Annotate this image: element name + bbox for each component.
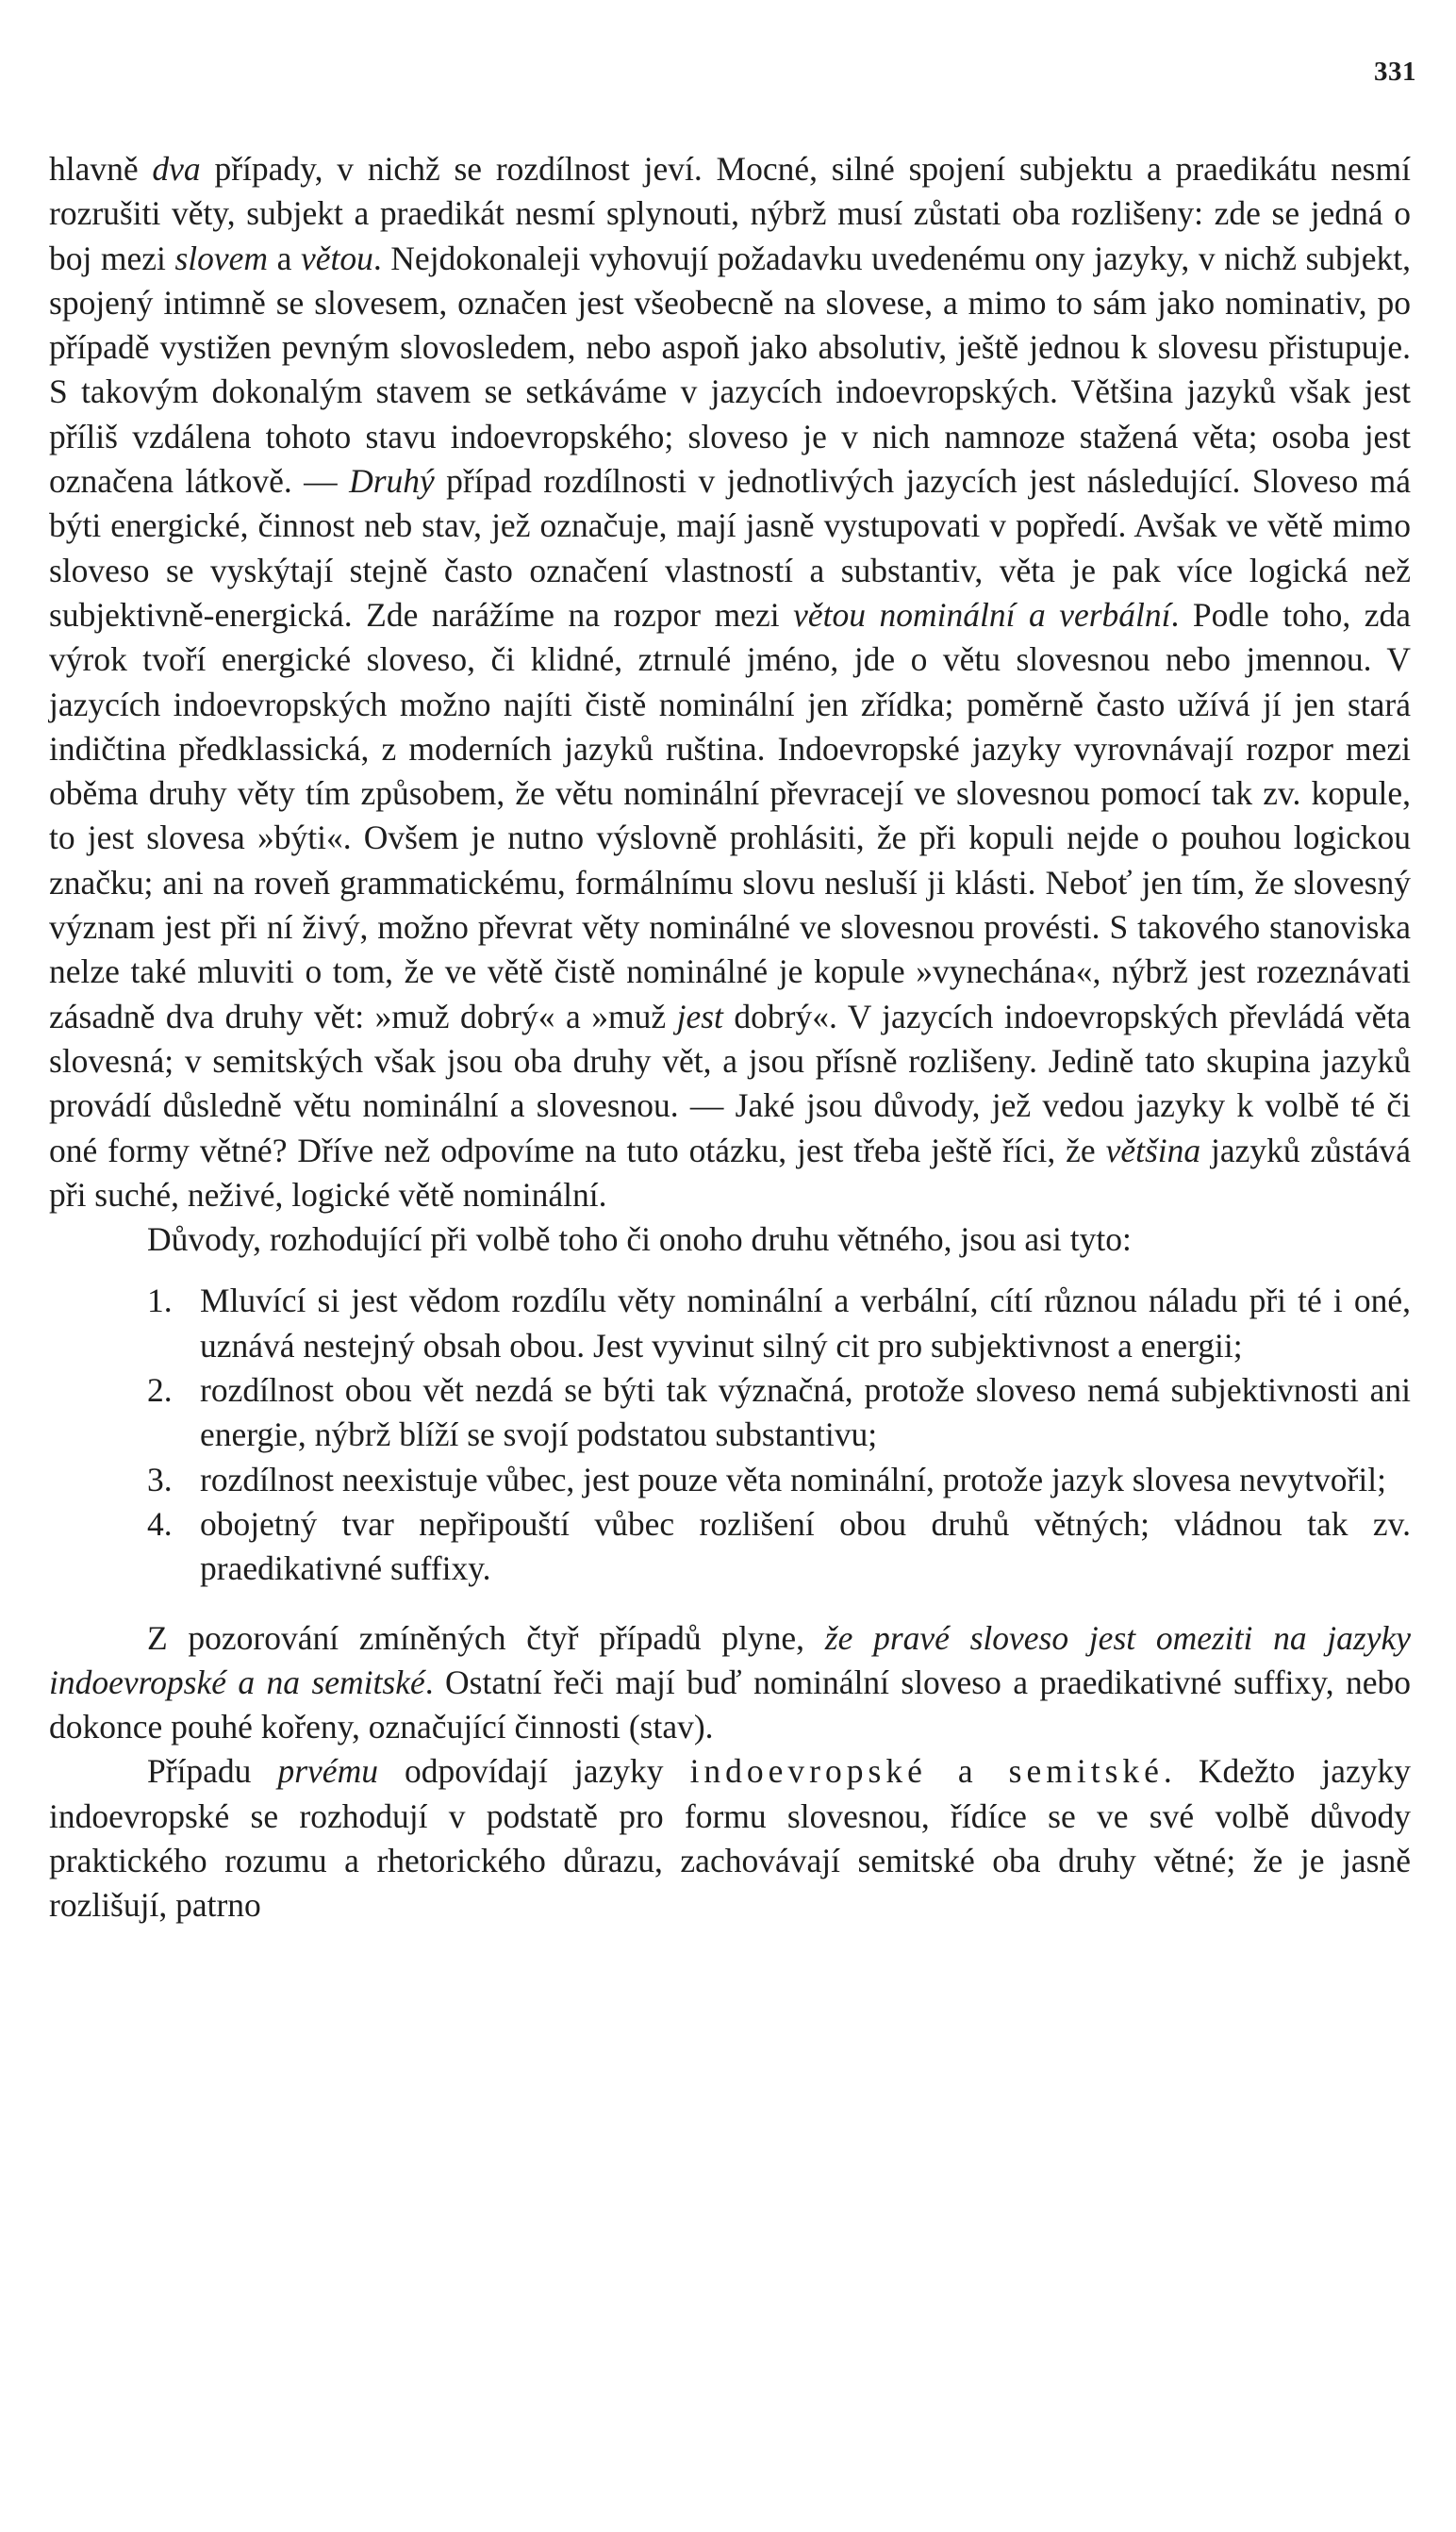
paragraph-3: Z pozorování zmíněných čtyř případů plyne, že pravé sloveso jest omeziti na jazyky indoevropské a na semitské. Ostatní řeči mají buď nominální sloveso a praedikativné suffixy, nebo dokonce pouhé kořeny, označující činnosti (stav). [49,1618,1412,1746]
emphasis-prave-sloveso: že pravé sloveso jest omeziti na jazyky indoevropské a na semitské [49,1618,1411,1701]
list-item-text: rozdílnost neexistuje vůbec, jest pouze věta nominální, protože jazyk slovesa nevytvořil; [200,1460,1386,1498]
list-item [49,1279,1411,1368]
emphasis-veta-nominalni-verbalni: větou nominální a verbální [793,595,1171,634]
list-item-text: rozdílnost obou vět nezdá se býti tak význačná, protože sloveso nemá subjektivnosti ani energie, nýbrž blíží se svojí podstatou substantivu; [200,1371,1411,1454]
list-item-number: 3. [147,1460,173,1498]
emphasis-jest: jest [676,997,723,1035]
list-item [49,1458,1411,1502]
list-item [49,1502,1411,1592]
emphasis-dva: dva [152,150,201,188]
list-item-number: 4. [147,1504,173,1543]
list-item-text: Mluvící si jest vědom rozdílu věty nominální a verbální, cítí různou náladu při té i oné, uznává nestejný obsah obou. Jest vyvinut silný cit pro subjektivnost a energii; [200,1282,1411,1365]
paragraph-1: hlavně dva případy, v nichž se rozdílnost jeví. Mocné, silné spojení subjektu a praedikátu nesmí rozrušiti věty, subjekt a praedikát nesmí splynouti, nýbrž musí zůstati oba rozlišeny: zde se jedná o boj mezi slovem a větou. Nejdokonaleji vyhovují požadavku uvedenému ony jazyky, v nichž subjekt, spojený intimně se slovesem, označen jest všeobecně na slovese, a mimo to sám jako nominativ, po případě vystižen pevným slovosledem, nebo aspoň jako absolutiv, ještě jednou k slovesu přistupuje. S takovým dokonalým stavem se setkáváme v jazycích indoevropských. Většina jazyků však jest příliš vzdálena tohoto stavu indoevropského; sloveso je v nich namnoze stažená věta; osoba jest označena látkově. — Druhý případ rozdílnosti v jednotlivých jazycích jest následující. Sloveso má býti energické, činnost neb stav, jež označuje, mají jasně vystupovati v popředí. Avšak ve větě mimo sloveso se vyskýtají stejně často označení vlastností a substantiv, věta je pak více logická než subjektivně-energická. Zde narážíme na rozpor mezi větou nominální a verbální. Podle toho, zda výrok tvoří energické sloveso, či klidné, ztrnulé jméno, jde o větu slovesnou nebo jmennou. V jazycích indoevropských možno najíti čistě nominální jen zřídka; poměrně často užívá jí jen stará indičtina předklassická, z moderních jazyků ruština. Indoevropské jazyky vyrovnávají rozpor mezi oběma druhy věty tím způsobem, že větu nominální převracejí ve slovesnou pomocí tak zv. kopule, to jest slovesa »býti«. Ovšem je nutno výslovně prohlásiti, že při kopuli nejde o pouhou logickou značku; ani na roveň grammatickému, formálnímu slovu nesluší ji klásti. Neboť jen tím, že slovesný význam jest při ní živý, možno převrat věty nominálné ve slovesnou provésti. S takového stanoviska nelze také mluviti o tom, že ve větě čistě nominálné je kopule »vynechána«, nýbrž jest rozeznávati zásadně dva druhy vět: »muž dobrý« a »muž jest dobrý«. V jazycích indoevropských převládá věta slovesná; v semitských však jsou oba druhy vět, a jsou přísně rozlišeny. Jedině tato skupina jazyků provádí důsledně větu nominální a slovesnou. — Jaké jsou důvody, jež vedou jazyky k volbě té či oné formy větné? Dříve než odpovíme na tuto otázku, jest třeba ještě říci, že většina jazyků zůstává při suché, neživé, logické větě nominální. [49,150,1412,1214]
reasons-list [49,1279,1411,1591]
emphasis-slovem: slovem [174,239,269,277]
page-number: 331 [1374,57,1416,87]
emphasis-vetsina: většina [1105,1131,1201,1169]
paragraph-2: Důvody, rozhodující při volbě toho či onoho druhu větného, jsou asi tyto: [147,1220,1132,1259]
emphasis-vetou: větou [300,239,373,277]
list-item-number: 2. [147,1371,173,1410]
spaced-indoevropske-semitske: indoevropské a semitské [689,1752,1164,1791]
body-text [49,147,1411,1928]
list-item [49,1368,1411,1458]
list-item-text: obojetný tvar nepřipouští vůbec rozlišení obou druhů větných; vládnou tak zv. praedikativné suffixy. [200,1504,1411,1588]
emphasis-prvemu: prvému [277,1752,378,1791]
paragraph-4: Případu prvému odpovídají jazyky indoevropské a semitské. Kdežto jazyky indoevropské se rozhodují v podstatě pro formu slovesnou, řídíce se ve své volbě důvody praktického rozumu a rhetorického důrazu, zachovávají semitské oba druhy větné; že je jasně rozlišují, patrno [49,1752,1412,1925]
list-item-number: 1. [147,1282,173,1320]
emphasis-druhy: Druhý [349,462,435,501]
